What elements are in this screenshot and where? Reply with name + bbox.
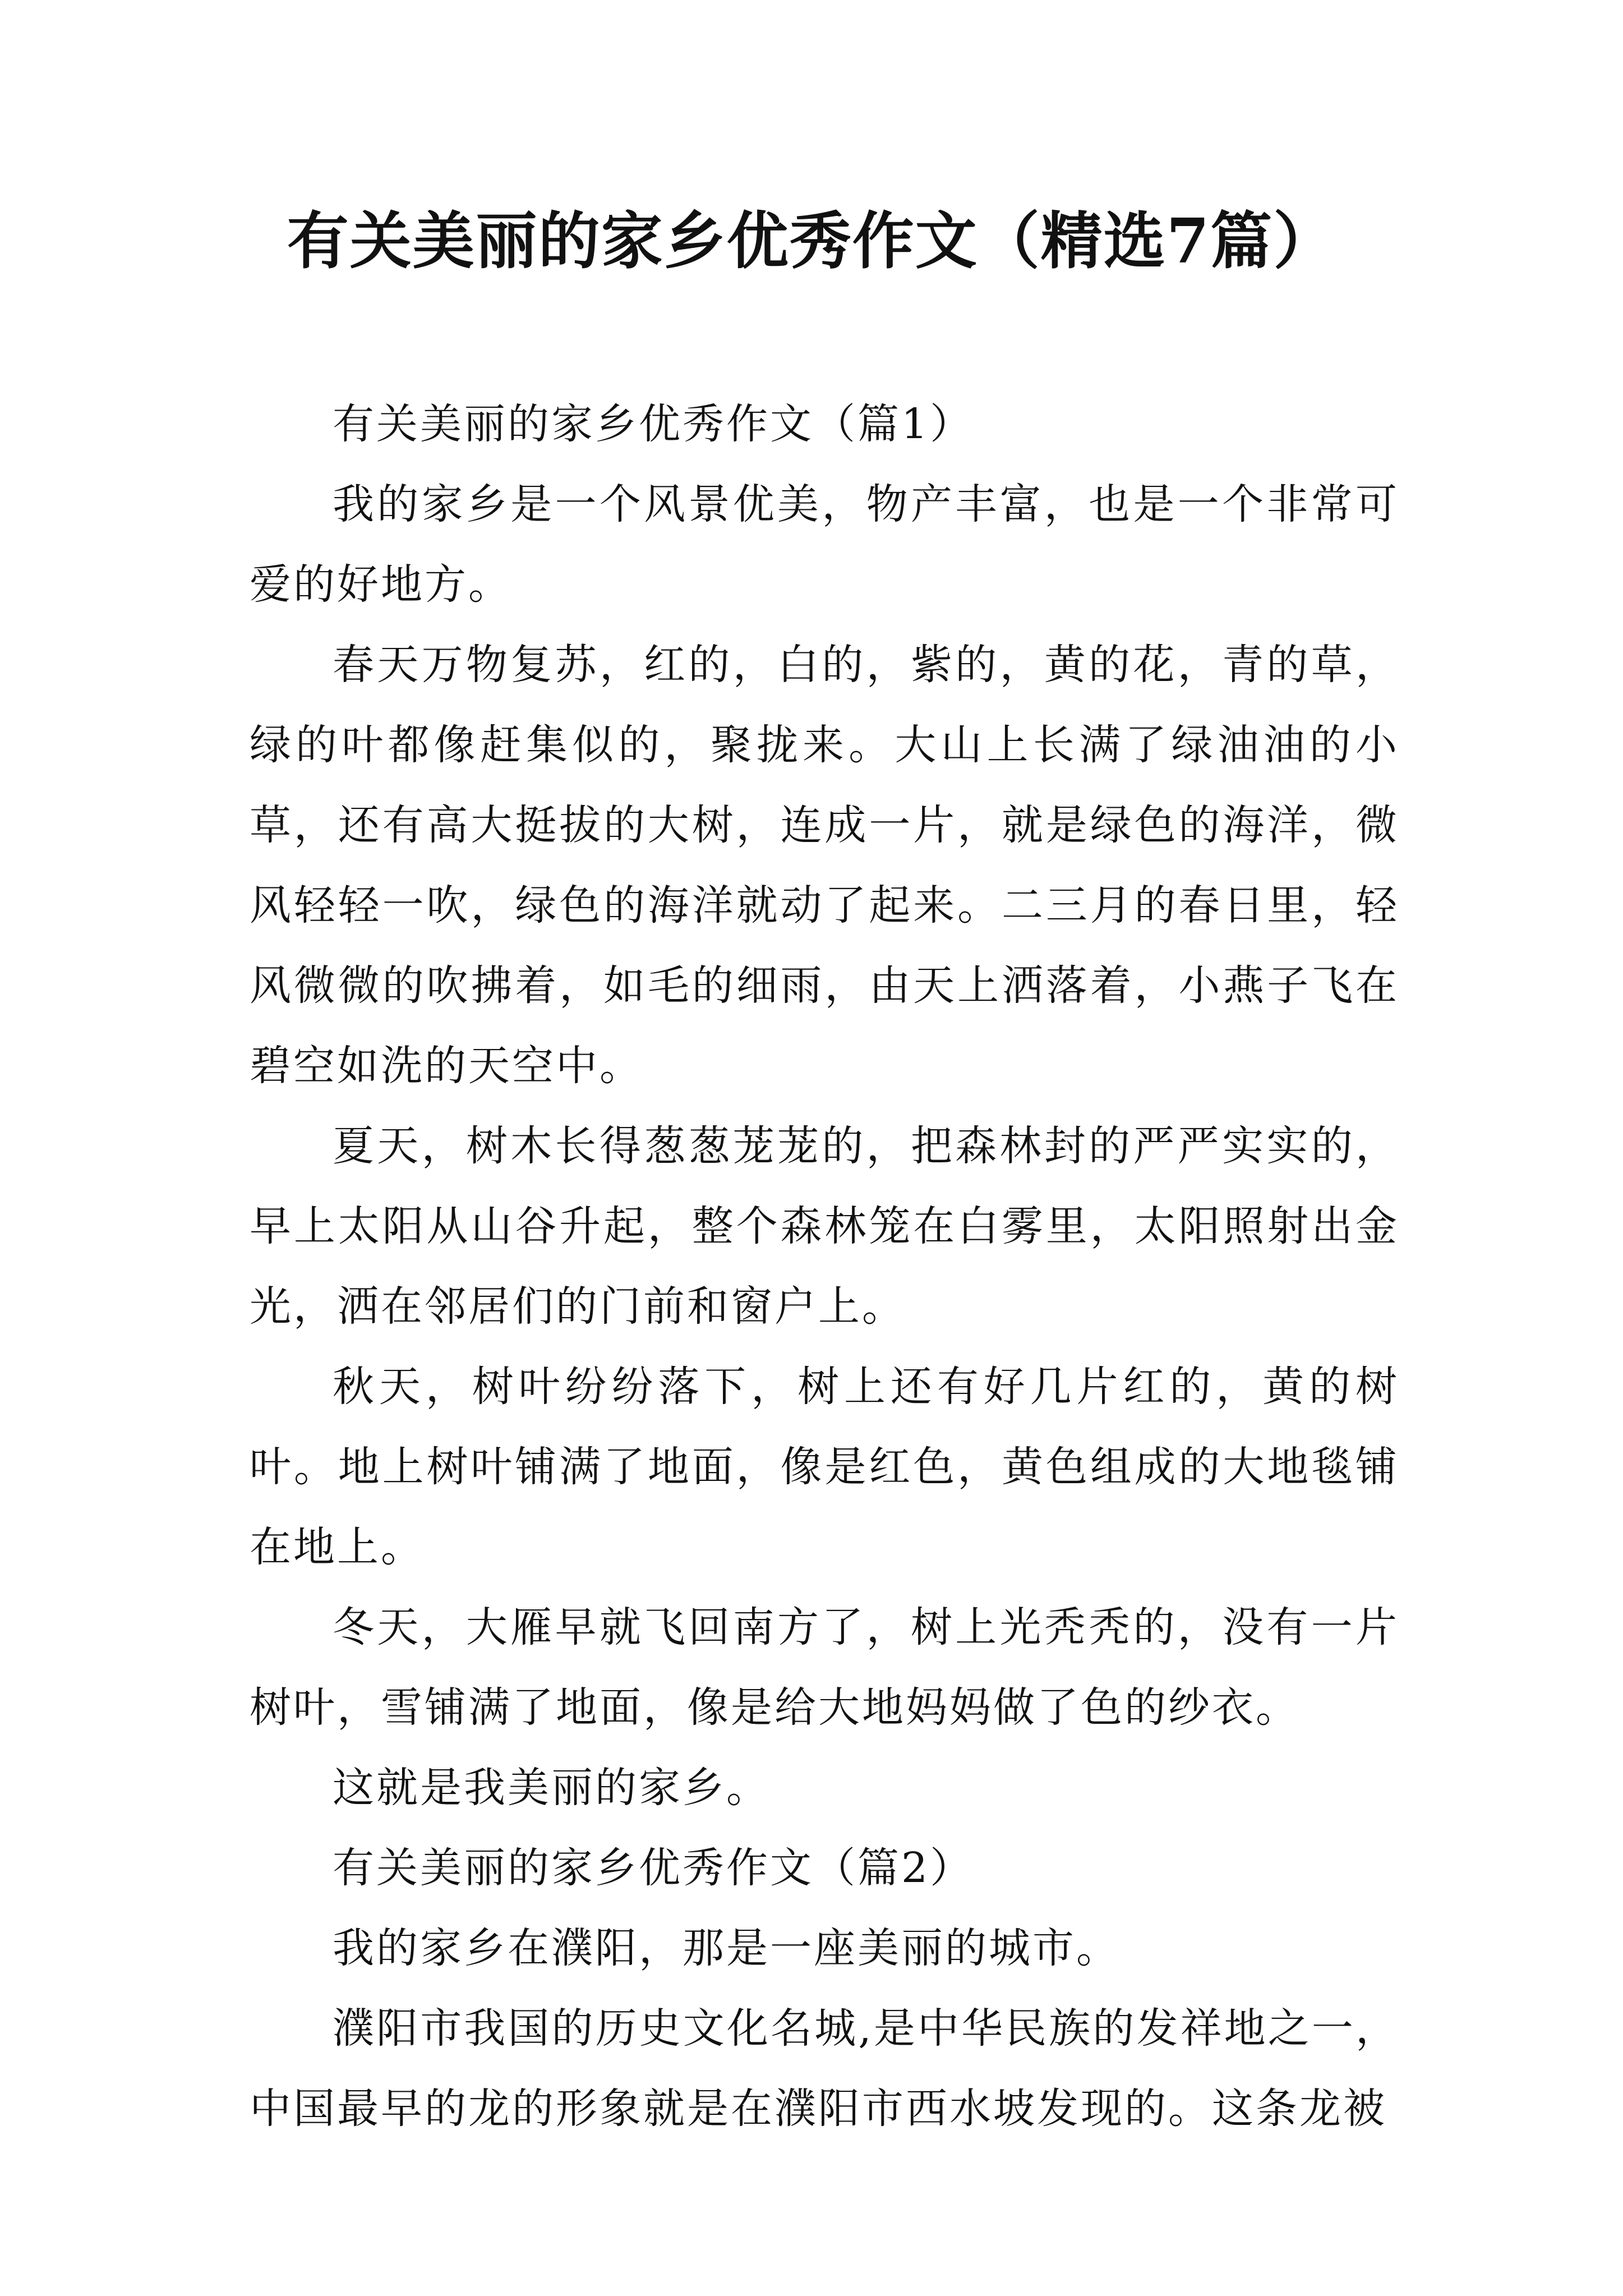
paragraph: 我的家乡在濮阳，那是一座美丽的城市。: [333, 1924, 1120, 1972]
paragraph: 冬天，大雁早就飞回南方了，树上光秃秃的，没有一片树叶，雪铺满了地面，像是给大地妈妈做了色的纱衣。: [250, 1603, 1399, 1732]
document-body: [250, 384, 1399, 2149]
document-title: 有关美丽的家乡优秀作文（精选7篇）: [287, 205, 1336, 277]
paragraph: 秋天，树叶纷纷落下，树上还有好几片红的，黄的树叶。地上树叶铺满了地面，像是红色，黄色组成的大地毯铺在地上。: [250, 1363, 1399, 1571]
paragraph: 这就是我美丽的家乡。: [333, 1764, 770, 1812]
paragraph: 夏天，树木长得葱葱茏茏的，把森林封的严严实实的，早上太阳从山谷升起，整个森林笼在白雾里，太阳照射出金光，洒在邻居们的门前和窗户上。: [250, 1122, 1399, 1331]
section-heading-1: 有关美丽的家乡优秀作文（篇1）: [333, 400, 974, 448]
paragraph: 濮阳市我国的历史文化名城,是中华民族的发祥地之一，中国最早的龙的形象就是在濮阳市西水坡发现的。这条龙被: [250, 2004, 1399, 2133]
section-heading-2: 有关美丽的家乡优秀作文（篇2）: [333, 1844, 974, 1892]
paragraph: 我的家乡是一个风景优美，物产丰富，也是一个非常可爱的好地方。: [250, 480, 1399, 609]
paragraph: 春天万物复苏，红的，白的，紫的，黄的花，青的草，绿的叶都像赶集似的，聚拢来。大山上长满了绿油油的小草，还有高大挺拔的大树，连成一片，就是绿色的海洋，微风轻轻一吹，绿色的海洋就动了起来。二三月的春日里，轻风微微的吹拂着，如毛的细雨，由天上洒落着，小燕子飞在碧空如洗的天空中。: [250, 641, 1399, 1090]
